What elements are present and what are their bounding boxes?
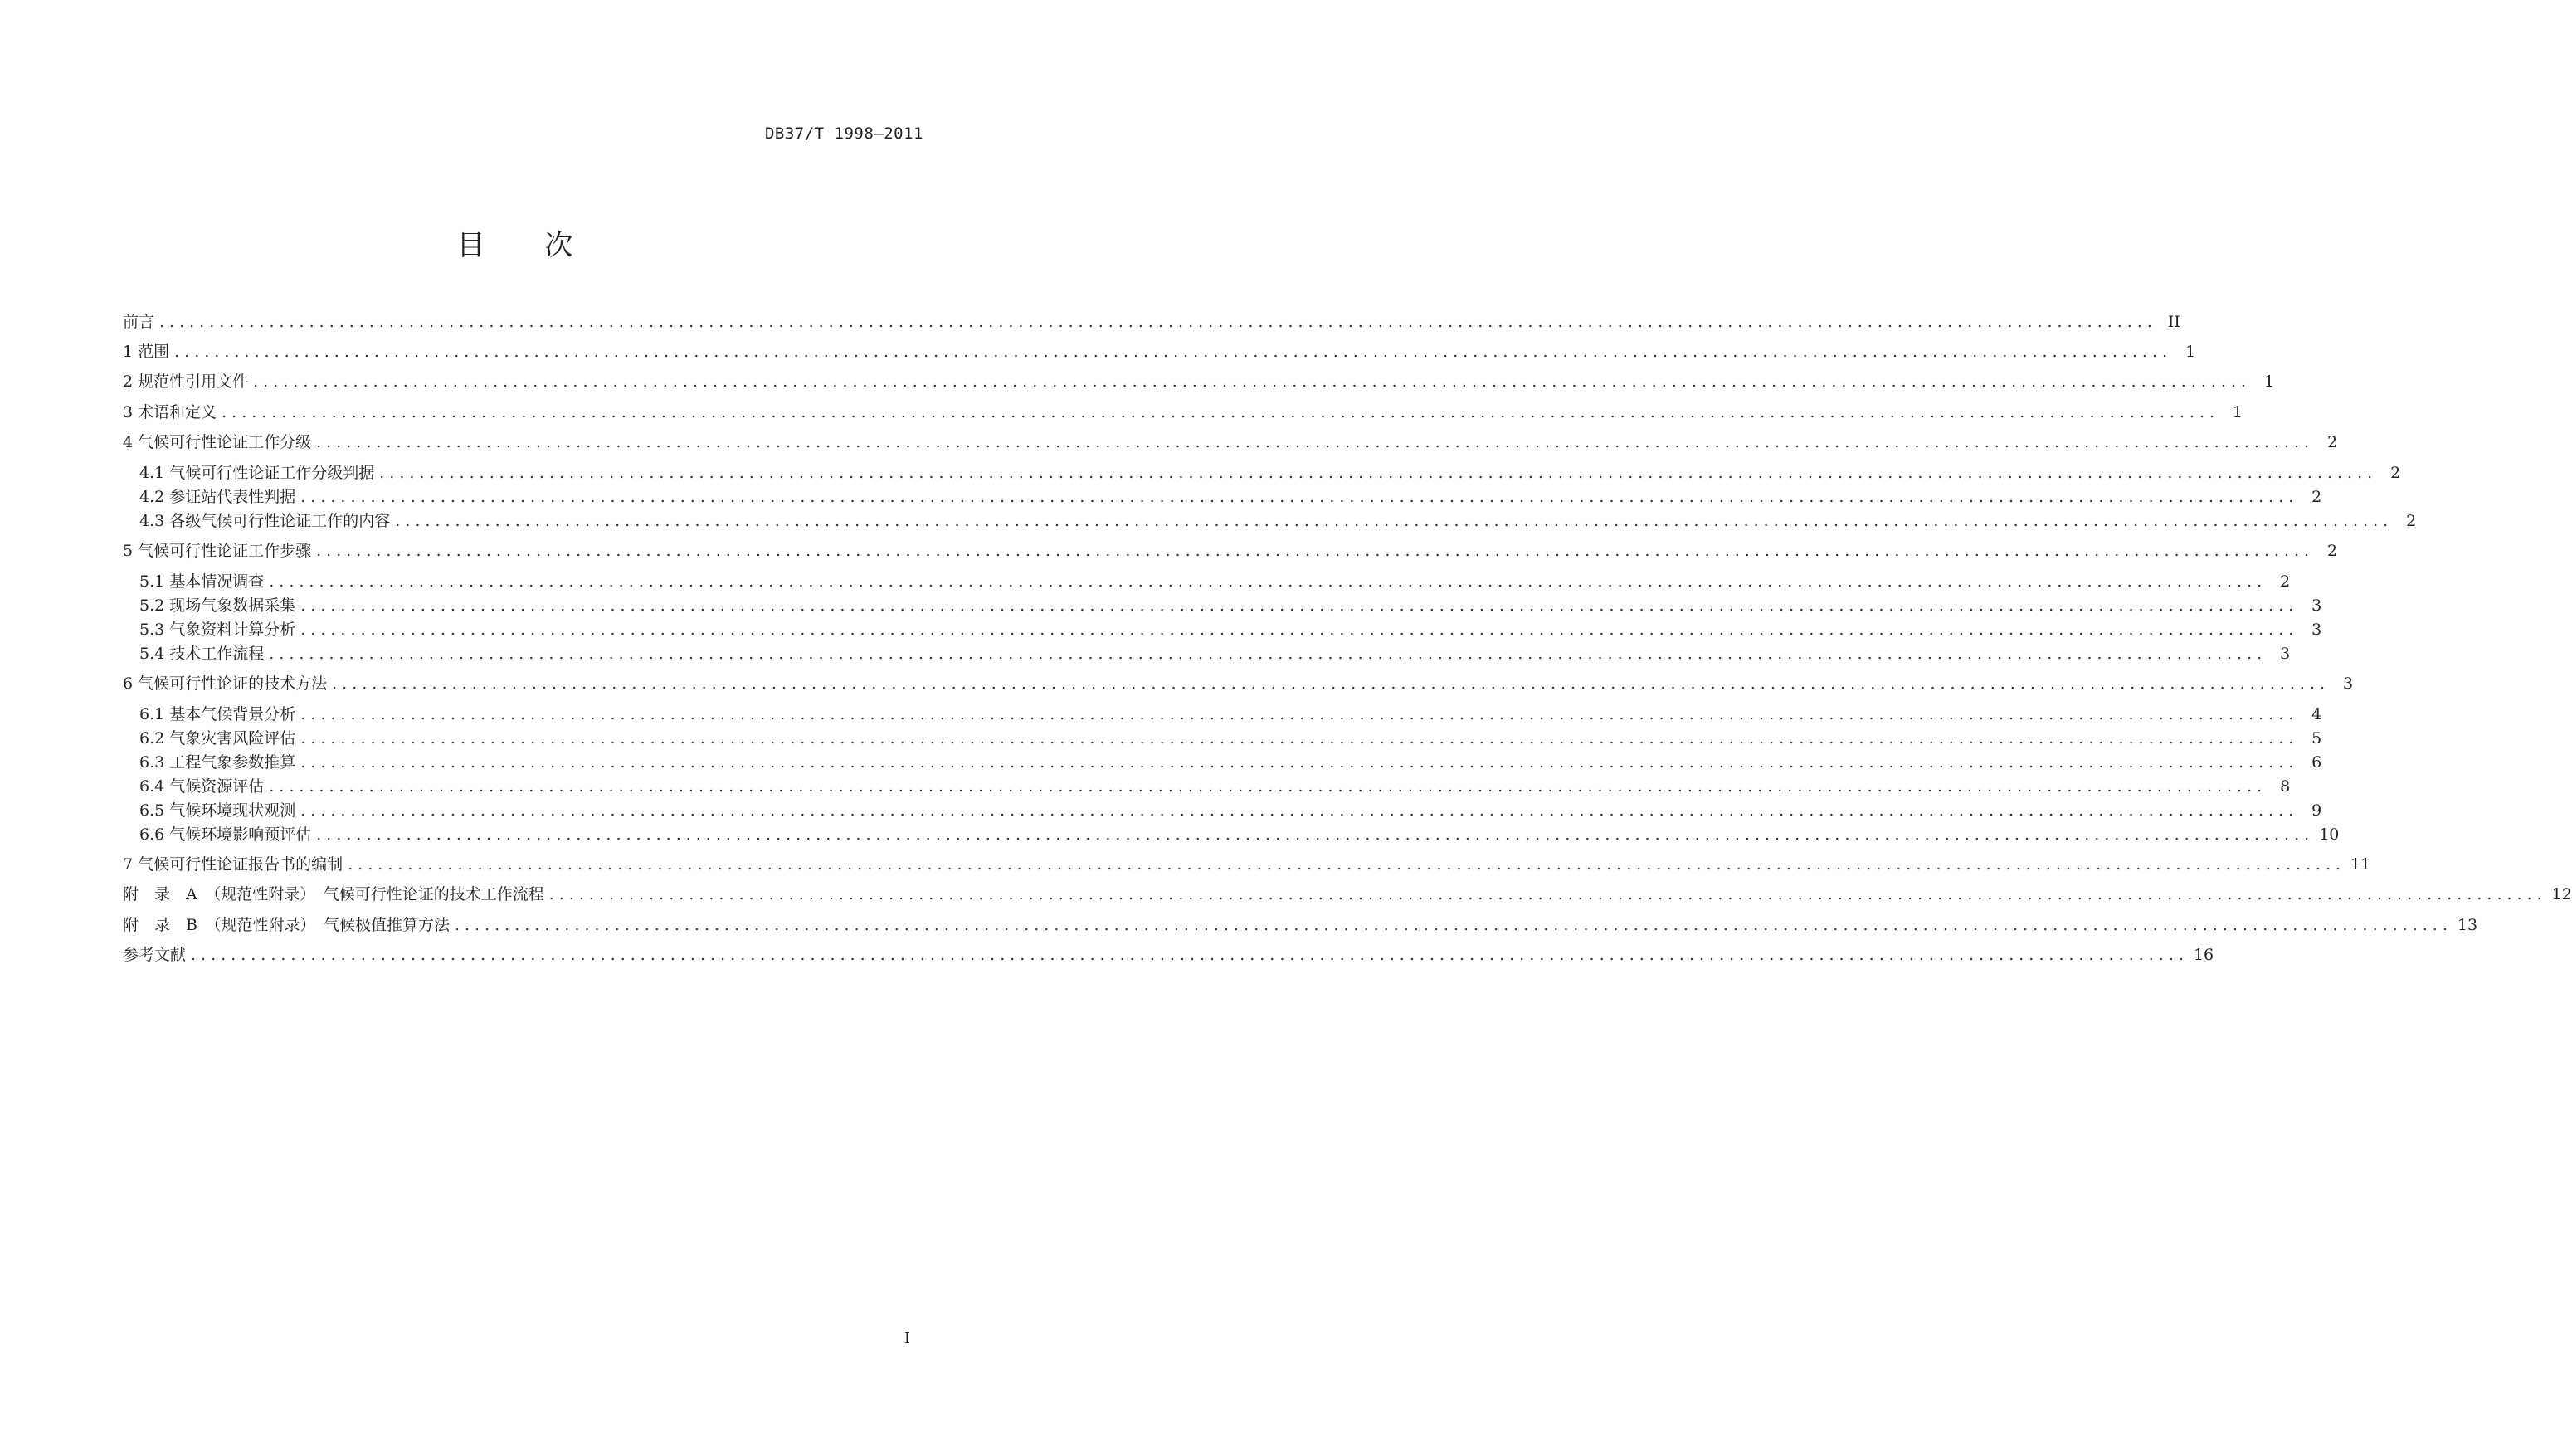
toc-entry-label: 5.2 现场气象数据采集	[139, 597, 296, 615]
toc-entry[interactable]	[139, 485, 2322, 509]
toc-entry[interactable]	[123, 853, 2371, 876]
toc-dot-leader: ........................................................................................................................................................................................................	[269, 572, 2268, 591]
toc-dot-leader: ........................................................................................................................................................................................................	[253, 373, 2252, 391]
toc-entry[interactable]	[139, 642, 2291, 665]
toc-dot-leader: ........................................................................................................................................................................................................	[269, 777, 2268, 796]
toc-entry-label: 3 术语和定义	[123, 403, 217, 421]
page-title	[0, 222, 1030, 263]
toc-entry-label: 6.2 气象灾害风险评估	[139, 729, 296, 747]
toc-entry[interactable]	[139, 703, 2322, 726]
toc-dot-leader: ........................................................................................................................................................................................................	[300, 729, 2299, 747]
toc-entry-page: 3	[2342, 674, 2354, 693]
toc-dot-leader: ........................................................................................................................................................................................................	[332, 674, 2331, 693]
toc-entry-label: 1 范围	[123, 343, 170, 361]
toc-entry-label: 6.6 气候环境影响预评估	[139, 825, 312, 844]
toc-entry-page: 3	[2280, 645, 2291, 663]
toc-dot-leader: ........................................................................................................................................................................................................	[348, 855, 2346, 874]
toc-entry-page: 2	[2406, 512, 2417, 530]
toc-entry-page: 8	[2280, 777, 2291, 796]
toc-dot-leader: ........................................................................................................................................................................................................	[316, 825, 2315, 844]
toc-entry-page: 1	[2263, 373, 2275, 391]
toc-dot-leader: ........................................................................................................................................................................................................	[316, 433, 2315, 451]
toc-dot-leader: ........................................................................................................................................................................................................	[454, 916, 2453, 934]
toc-entry[interactable]	[139, 823, 2340, 846]
toc-dot-leader: ........................................................................................................................................................................................................	[300, 597, 2299, 615]
toc-entry[interactable]	[123, 943, 2214, 967]
toc-dot-leader: ........................................................................................................................................................................................................	[300, 801, 2299, 820]
toc-dot-leader: ........................................................................................................................................................................................................	[300, 488, 2299, 506]
page-number: I	[904, 1330, 910, 1347]
toc-entry[interactable]	[139, 570, 2291, 593]
toc-entry-label: 5.3 气象资料计算分析	[139, 621, 296, 639]
toc-entry-label: 5.4 技术工作流程	[139, 645, 265, 663]
toc-entry-label: 5 气候可行性论证工作步骤	[123, 542, 312, 560]
toc-entry-page: 6	[2311, 753, 2322, 772]
toc-entry-page: 1	[2185, 343, 2196, 361]
toc-entry-page: 16	[2193, 946, 2214, 964]
title-char-1: 目	[456, 229, 485, 262]
toc-entry-label: 前言	[123, 313, 155, 331]
toc-entry[interactable]	[139, 509, 2417, 533]
toc-dot-leader: ........................................................................................................................................................................................................	[548, 885, 2547, 903]
toc-dot-leader: ........................................................................................................................................................................................................	[191, 946, 2189, 964]
toc-entry-page: 3	[2311, 621, 2322, 639]
toc-entry-page: 13	[2457, 916, 2478, 934]
document-code: DB37/T 1998—2011	[764, 124, 923, 143]
toc-entry-label: 2 规范性引用文件	[123, 373, 249, 391]
toc-entry[interactable]	[123, 401, 2243, 424]
toc-entry[interactable]	[123, 370, 2275, 393]
toc-entry-page: 4	[2311, 705, 2322, 723]
toc-entry-label: 4.2 参证站代表性判据	[139, 488, 296, 506]
toc-entry-page: 5	[2311, 729, 2322, 747]
toc-entry-label: 7 气候可行性论证报告书的编制	[123, 855, 343, 874]
toc-entry-label: 6.5 气候环境现状观测	[139, 801, 296, 820]
toc-entry-label: 6 气候可行性论证的技术方法	[123, 674, 328, 693]
toc-entry-label: 附 录 A （规范性附录） 气候可行性论证的技术工作流程	[123, 885, 544, 903]
toc-entry-page: 10	[2319, 825, 2340, 844]
toc-dot-leader: ........................................................................................................................................................................................................	[300, 705, 2299, 723]
toc-entry-page: 2	[2390, 464, 2401, 482]
toc-entry-label: 附 录 B （规范性附录） 气候极值推算方法	[123, 916, 450, 934]
toc-entry-label: 5.1 基本情况调查	[139, 572, 265, 591]
toc-entry[interactable]	[139, 799, 2322, 822]
toc-entry-page: 12	[2551, 885, 2572, 903]
title-char-2: 次	[544, 229, 573, 262]
toc-dot-leader: ........................................................................................................................................................................................................	[159, 313, 2157, 331]
toc-dot-leader: ........................................................................................................................................................................................................	[395, 512, 2394, 530]
toc-entry-label: 4 气候可行性论证工作分级	[123, 433, 312, 451]
toc-entry[interactable]	[123, 340, 2196, 363]
toc-entry[interactable]	[139, 461, 2401, 485]
toc-entry[interactable]	[139, 594, 2322, 617]
toc-entry-page: 2	[2326, 433, 2338, 451]
toc-entry-page: 2	[2311, 488, 2322, 506]
toc-entry-label: 参考文献	[123, 946, 187, 964]
toc-entry[interactable]	[123, 539, 2338, 562]
toc-entry-page: 1	[2232, 403, 2243, 421]
toc-dot-leader: ........................................................................................................................................................................................................	[174, 343, 2173, 361]
toc-dot-leader: ........................................................................................................................................................................................................	[269, 645, 2268, 663]
toc-entry[interactable]	[123, 310, 2180, 334]
toc-entry[interactable]	[139, 727, 2322, 750]
toc-entry-page: 3	[2311, 597, 2322, 615]
toc-entry-page: 2	[2326, 542, 2338, 560]
toc-entry[interactable]	[139, 751, 2322, 774]
toc-entry-page: II	[2167, 313, 2180, 331]
toc-entry-label: 6.3 工程气象参数推算	[139, 753, 296, 772]
toc-entry[interactable]	[123, 431, 2338, 454]
toc-entry-label: 6.4 气候资源评估	[139, 777, 265, 796]
toc-entry-page: 2	[2280, 572, 2291, 591]
toc-entry-page: 11	[2350, 855, 2371, 874]
toc-dot-leader: ........................................................................................................................................................................................................	[222, 403, 2220, 421]
toc-entry[interactable]	[139, 775, 2291, 798]
toc-dot-leader: ........................................................................................................................................................................................................	[379, 464, 2378, 482]
toc-dot-leader: ........................................................................................................................................................................................................	[316, 542, 2315, 560]
toc-entry[interactable]	[123, 913, 2478, 937]
toc-dot-leader: ........................................................................................................................................................................................................	[300, 753, 2299, 772]
toc-entry[interactable]	[123, 672, 2354, 695]
toc-dot-leader: ........................................................................................................................................................................................................	[300, 621, 2299, 639]
toc-entry-page: 9	[2311, 801, 2322, 820]
toc-entry-label: 4.3 各级气候可行性论证工作的内容	[139, 512, 391, 530]
toc-entry-label: 4.1 气候可行性论证工作分级判据	[139, 464, 375, 482]
toc-entry[interactable]	[123, 883, 2572, 906]
toc-entry-label: 6.1 基本气候背景分析	[139, 705, 296, 723]
toc-entry[interactable]	[139, 618, 2322, 641]
